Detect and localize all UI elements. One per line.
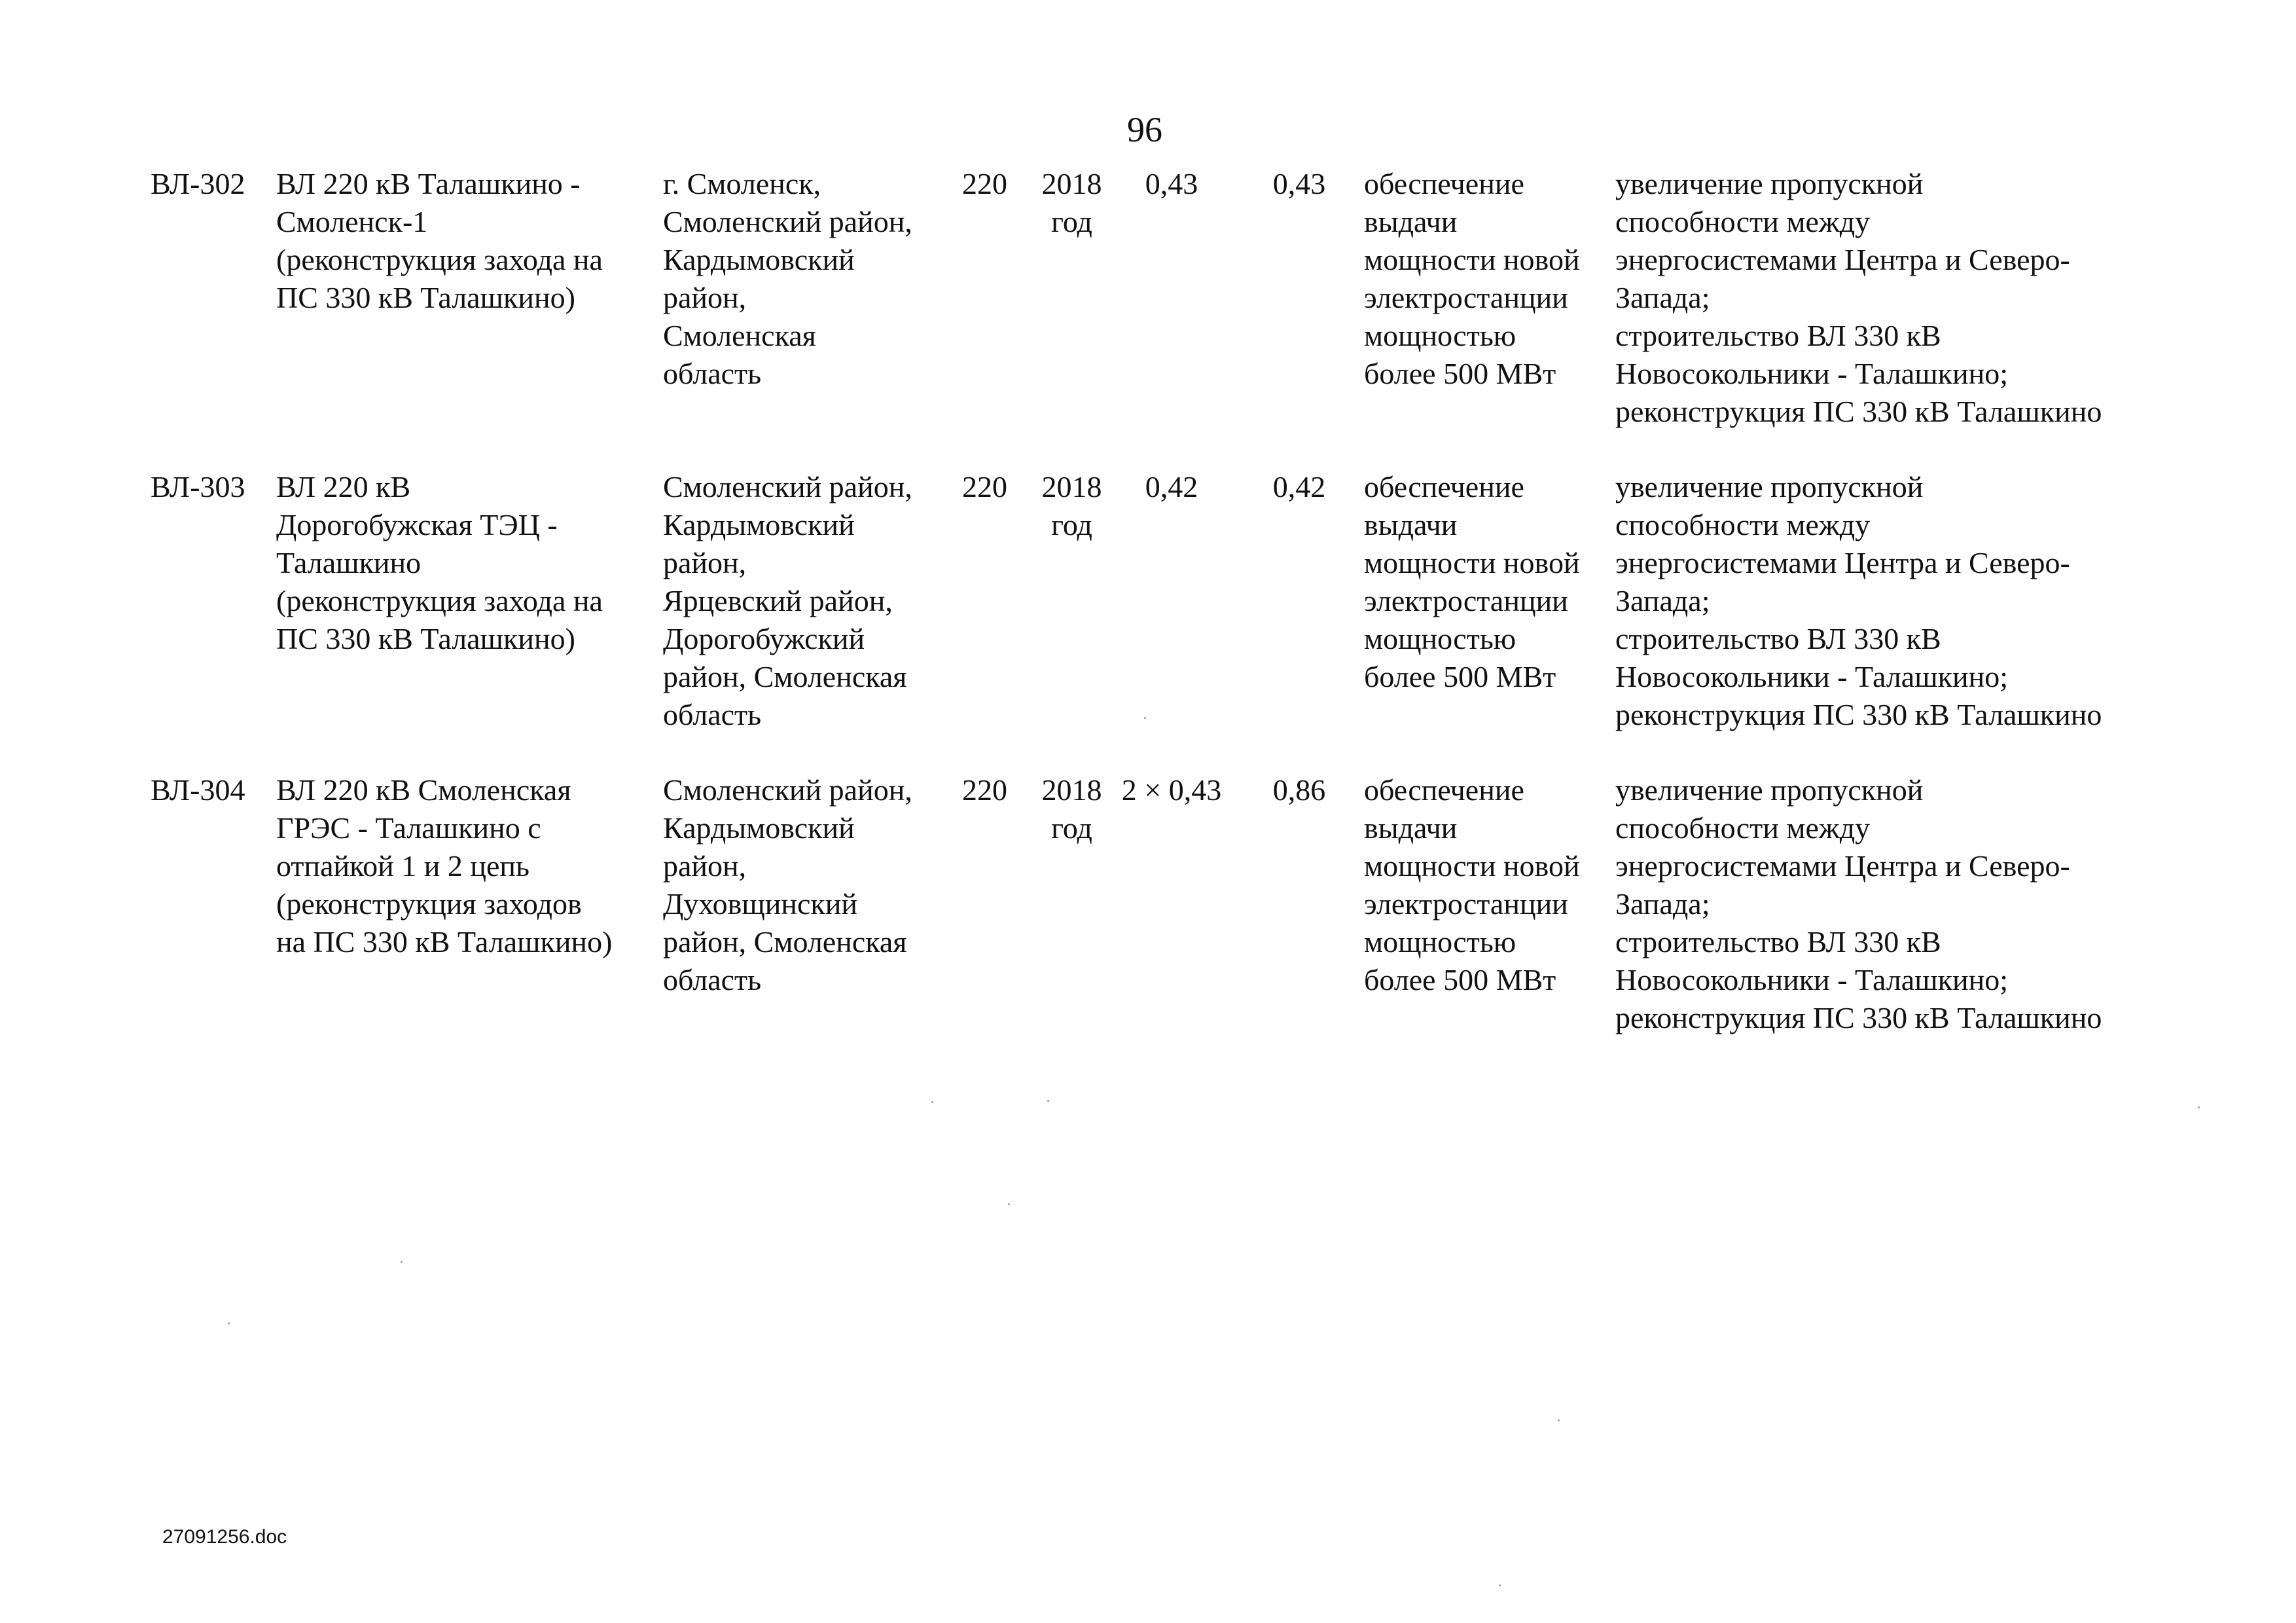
scan-speck — [2198, 1106, 2200, 1108]
page-number: 96 — [1127, 110, 1162, 149]
scan-speck — [401, 1261, 403, 1263]
row-code: ВЛ-303 — [151, 470, 245, 503]
row-total: 0,42 — [1272, 470, 1326, 503]
scan-speck — [1047, 1100, 1049, 1102]
row-name: ВЛ 220 кВ Талашкино - Смоленск-1 (реконструкция захода на ПС 330 кВ Талашкино) — [276, 167, 603, 314]
row-location: г. Смоленск, Смоленский район, Кардымовский район, Смоленская область — [663, 167, 912, 390]
row-reason: увеличение пропускной способности между энергосистемами Центра и Северо- Запада; строительство ВЛ 330 кВ Новосокольники - Талашкино; реконструкция ПС 330 кВ Талашкино — [1615, 167, 2102, 428]
row-code: ВЛ-302 — [151, 167, 245, 200]
row-year: 2018 год — [1041, 773, 1102, 845]
row-purpose: обеспечение выдачи мощности новой электростанции мощностью более 500 МВт — [1364, 167, 1580, 390]
row-total: 0,43 — [1272, 167, 1326, 200]
scan-speck — [1499, 1584, 1501, 1586]
row-location: Смоленский район, Кардымовский район, Ярцевский район, Дорогобужский район, Смоленская область — [663, 470, 912, 731]
row-year: 2018 год — [1041, 167, 1102, 238]
row-name: ВЛ 220 кВ Дорогобужская ТЭЦ - Талашкино (реконструкция захода на ПС 330 кВ Талашкино) — [276, 470, 603, 655]
row-total: 0,86 — [1272, 773, 1326, 807]
scan-speck — [931, 1101, 933, 1103]
row-voltage: 220 — [962, 470, 1007, 503]
row-purpose: обеспечение выдачи мощности новой электростанции мощностью более 500 МВт — [1364, 773, 1580, 996]
row-code: ВЛ-304 — [151, 773, 245, 807]
footer-doc-id: 27091256.doc — [162, 1526, 287, 1548]
scan-speck — [1144, 717, 1146, 719]
row-location: Смоленский район, Кардымовский район, Духовщинский район, Смоленская область — [663, 773, 912, 996]
row-year: 2018 год — [1041, 470, 1102, 541]
scan-speck — [1558, 1419, 1560, 1421]
row-length: 0,42 — [1145, 470, 1198, 503]
row-reason: увеличение пропускной способности между энергосистемами Центра и Северо- Запада; строительство ВЛ 330 кВ Новосокольники - Талашкино; реконструкция ПС 330 кВ Талашкино — [1615, 773, 2102, 1034]
row-reason: увеличение пропускной способности между энергосистемами Центра и Северо- Запада; строительство ВЛ 330 кВ Новосокольники - Талашкино; реконструкция ПС 330 кВ Талашкино — [1615, 470, 2102, 731]
row-name: ВЛ 220 кВ Смоленская ГРЭС - Талашкино с отпайкой 1 и 2 цепь (реконструкция заходов на ПС 330 кВ Талашкино) — [276, 773, 613, 958]
row-length: 2 × 0,43 — [1121, 773, 1222, 807]
row-voltage: 220 — [962, 167, 1007, 200]
row-length: 0,43 — [1145, 167, 1198, 200]
scan-speck — [1008, 1203, 1010, 1205]
row-voltage: 220 — [962, 773, 1007, 807]
scan-speck — [228, 1322, 230, 1324]
row-purpose: обеспечение выдачи мощности новой электростанции мощностью более 500 МВт — [1364, 470, 1580, 693]
